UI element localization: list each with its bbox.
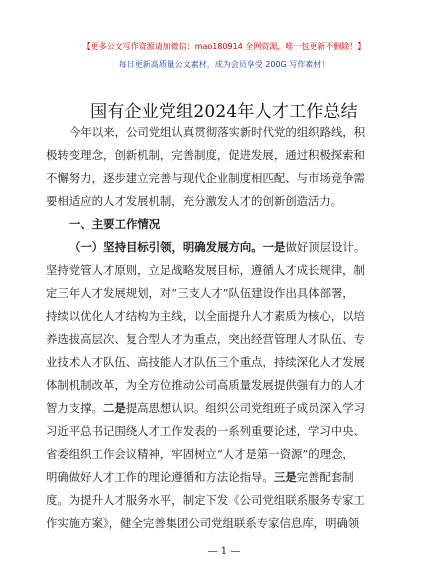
ordinal-marker: 三是: [273, 470, 297, 484]
ordinal-marker: 一是: [262, 240, 286, 254]
paragraph-line: 要相适应的人才发展机制，充分激发人才的创新创造活力。: [46, 194, 343, 208]
paragraph-line: 不懈努力，逐步建立完善与现代企业制度相匹配、与市场竞争需: [46, 171, 365, 185]
text-run: 明确做好人才工作的理论遵循和方法论指导。: [46, 470, 274, 484]
document-body: [46, 121, 402, 535]
text-run: 提高思想认识。组织公司党组班子成员深入学习: [125, 401, 365, 415]
promo-banner-line1: 【更多公文写作资源请加微信：mao180914 全网资源，唯一包更新不删除！】: [82, 42, 366, 51]
paragraph-line: 习近平总书记围绕人才工作发表的一系列重要论述，学习中央、: [46, 424, 365, 438]
text-run: 智力支撑。: [46, 401, 103, 415]
paragraph-line: 体制机制改革，为全方位推动公司高质量发展提供强有力的人才: [46, 378, 365, 392]
promo-banner-line2: 每日更新高质量公文素材，成为会员享受 200G 写作素材！: [118, 60, 330, 69]
paragraph-line: 度。为提升人才服务水平，制定下发《公司党组联系服务专家工: [46, 493, 365, 507]
paragraph-line: 极转变理念，创新机制，完善制度，促进发展，通过积极探索和: [46, 148, 365, 162]
subsection-heading: （一）坚持目标引领，明确发展方向。: [69, 240, 263, 254]
document-title: 国有企业党组2024年人才工作总结: [90, 102, 358, 122]
paragraph-line: 定三年人才发展规划，对“三支人才”队伍建设作出具体部署，: [46, 286, 354, 300]
paragraph-line: [46, 466, 402, 489]
paragraph-line: 持续以优化人才结构为主线，以全面提升人才素质为核心，以培: [46, 309, 365, 323]
paragraph-line: 作实施方案》，健全完善集团公司党组联系专家信息库，明确领: [46, 516, 360, 530]
paragraph-line: [46, 236, 402, 259]
text-run: 做好顶层设计。: [285, 240, 366, 254]
paragraph-line: 养选拔高层次、复合型人才为重点，突出经营管理人才队伍、专: [46, 332, 365, 346]
page-number: — 1 —: [207, 546, 241, 557]
ordinal-marker: 二是: [102, 401, 126, 415]
paragraph-line: [46, 397, 402, 420]
text-run: 完善配套制: [296, 470, 354, 484]
section-heading: 一、主要工作情况: [69, 217, 161, 231]
paragraph-line: 省委组织工作会议精神，牢固树立“人才是第一资源”的理念，: [46, 447, 354, 461]
paragraph-line: 业技术人才队伍、高技能人才队伍三个重点，持续深化人才发展: [46, 355, 365, 369]
paragraph-line: 今年以来，公司党组认真贯彻落实新时代党的组织路线，积: [69, 125, 366, 139]
paragraph-line: 坚持党管人才原则，立足战略发展目标，遵循人才成长规律，制: [46, 263, 365, 277]
